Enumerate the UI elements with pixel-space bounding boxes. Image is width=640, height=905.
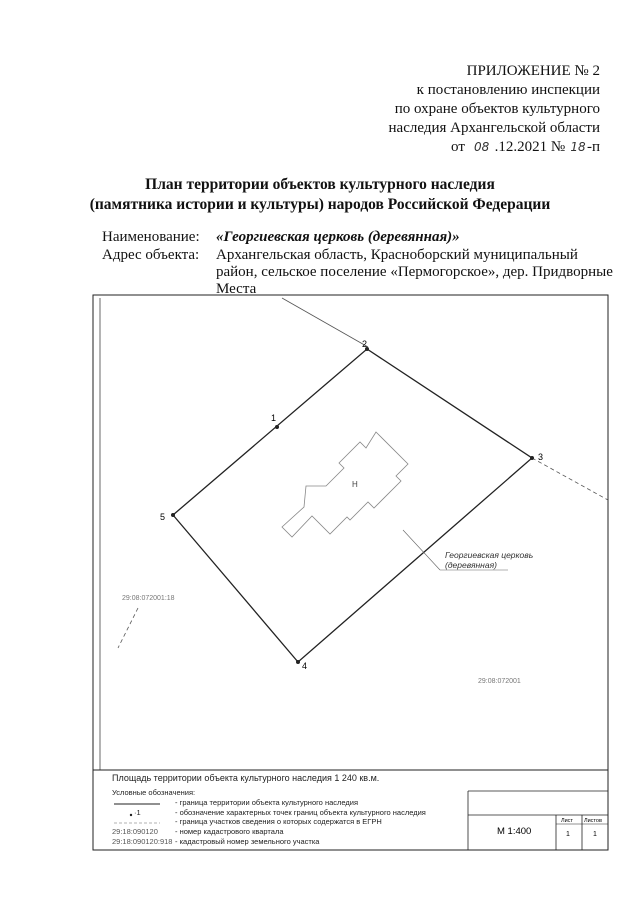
legend-item-4-symbol: 29:18:090120 (112, 827, 158, 836)
legend-item-1: - граница территории объекта культурного наследия (175, 798, 359, 807)
legend-item-4: - номер кадастрового квартала (175, 827, 284, 836)
plan-title-line-2: (памятника истории и культуры) народов Российской Федерации (89, 196, 551, 213)
stamp-sheets-value: 1 (593, 831, 597, 838)
name-label: Наименование: (102, 229, 200, 245)
appendix-line-4: наследия Архангельской области (388, 120, 600, 136)
point-label-4: 4 (302, 661, 308, 671)
point-label-2: 2 (362, 339, 368, 349)
legend-item-3: - граница участков сведения о которых содержатся в ЕГРН (175, 817, 382, 826)
cadastral-quarter-number: 29:08:072001 (478, 678, 521, 685)
legend-symbol-point (130, 814, 132, 816)
name-value: «Георгиевская церковь (деревянная)» (216, 229, 460, 245)
point-label-5: 5 (160, 512, 166, 522)
label-leader-line (403, 530, 440, 570)
legend-item-5: - кадастровый номер земельного участка (175, 837, 320, 846)
date-rest: .12.2021 № (494, 139, 566, 155)
date-prefix: от (451, 139, 465, 155)
cadastral-plot-number: 29:08:072001:18 (122, 595, 175, 602)
plan-title-line-1: План территории объектов культурного наследия (145, 176, 495, 193)
boundary-point-4 (296, 660, 300, 664)
address-label: Адрес объекта: (102, 247, 200, 263)
egrn-boundary-right (532, 458, 608, 500)
date-day-handwritten: 08 (474, 140, 490, 154)
territory-boundary (173, 349, 532, 662)
address-line-1: Архангельская область, Красноборский муниципальный (216, 247, 578, 263)
number-handwritten: 18 (570, 140, 586, 154)
stamp-scale: М 1:400 (497, 826, 532, 837)
stamp-sheet-value: 1 (566, 831, 570, 838)
legend-item-5-symbol: 29:18:090120:918 (112, 837, 173, 846)
egrn-boundary-left (118, 608, 138, 648)
stamp-sheets-label: Листов (584, 818, 602, 824)
number-suffix: -п (586, 139, 600, 155)
point-label-1: 1 (271, 413, 277, 423)
stamp-sheet-label: Лист (561, 818, 573, 824)
legend-item-2: - обозначение характерных точек границ объекта культурного наследия (175, 808, 426, 817)
area-text: Площадь территории объекта культурного наследия 1 240 кв.м. (112, 773, 380, 783)
building-label: Н (352, 480, 358, 489)
legend-item-2-symbol: ·1 (134, 808, 141, 817)
object-label-line-2: (деревянная) (445, 560, 497, 570)
legend-title: Условные обозначения: (112, 788, 196, 797)
address-line-3: Места (216, 281, 257, 297)
appendix-line-2: к постановлению инспекции (416, 82, 600, 98)
object-label-line-1: Георгиевская церковь (445, 550, 534, 560)
boundary-point-5 (171, 513, 175, 517)
boundary-point-3 (530, 456, 534, 460)
church-footprint (282, 432, 408, 537)
egrn-boundary-top (282, 298, 368, 347)
plan-frame (93, 295, 608, 850)
appendix-line-3: по охране объектов культурного (394, 101, 600, 117)
boundary-point-1 (275, 425, 279, 429)
point-label-3: 3 (538, 452, 544, 462)
address-line-2: район, сельское поселение «Пермогорское», дер. Придворные (216, 264, 613, 280)
appendix-title: ПРИЛОЖЕНИЕ № 2 (466, 63, 600, 79)
